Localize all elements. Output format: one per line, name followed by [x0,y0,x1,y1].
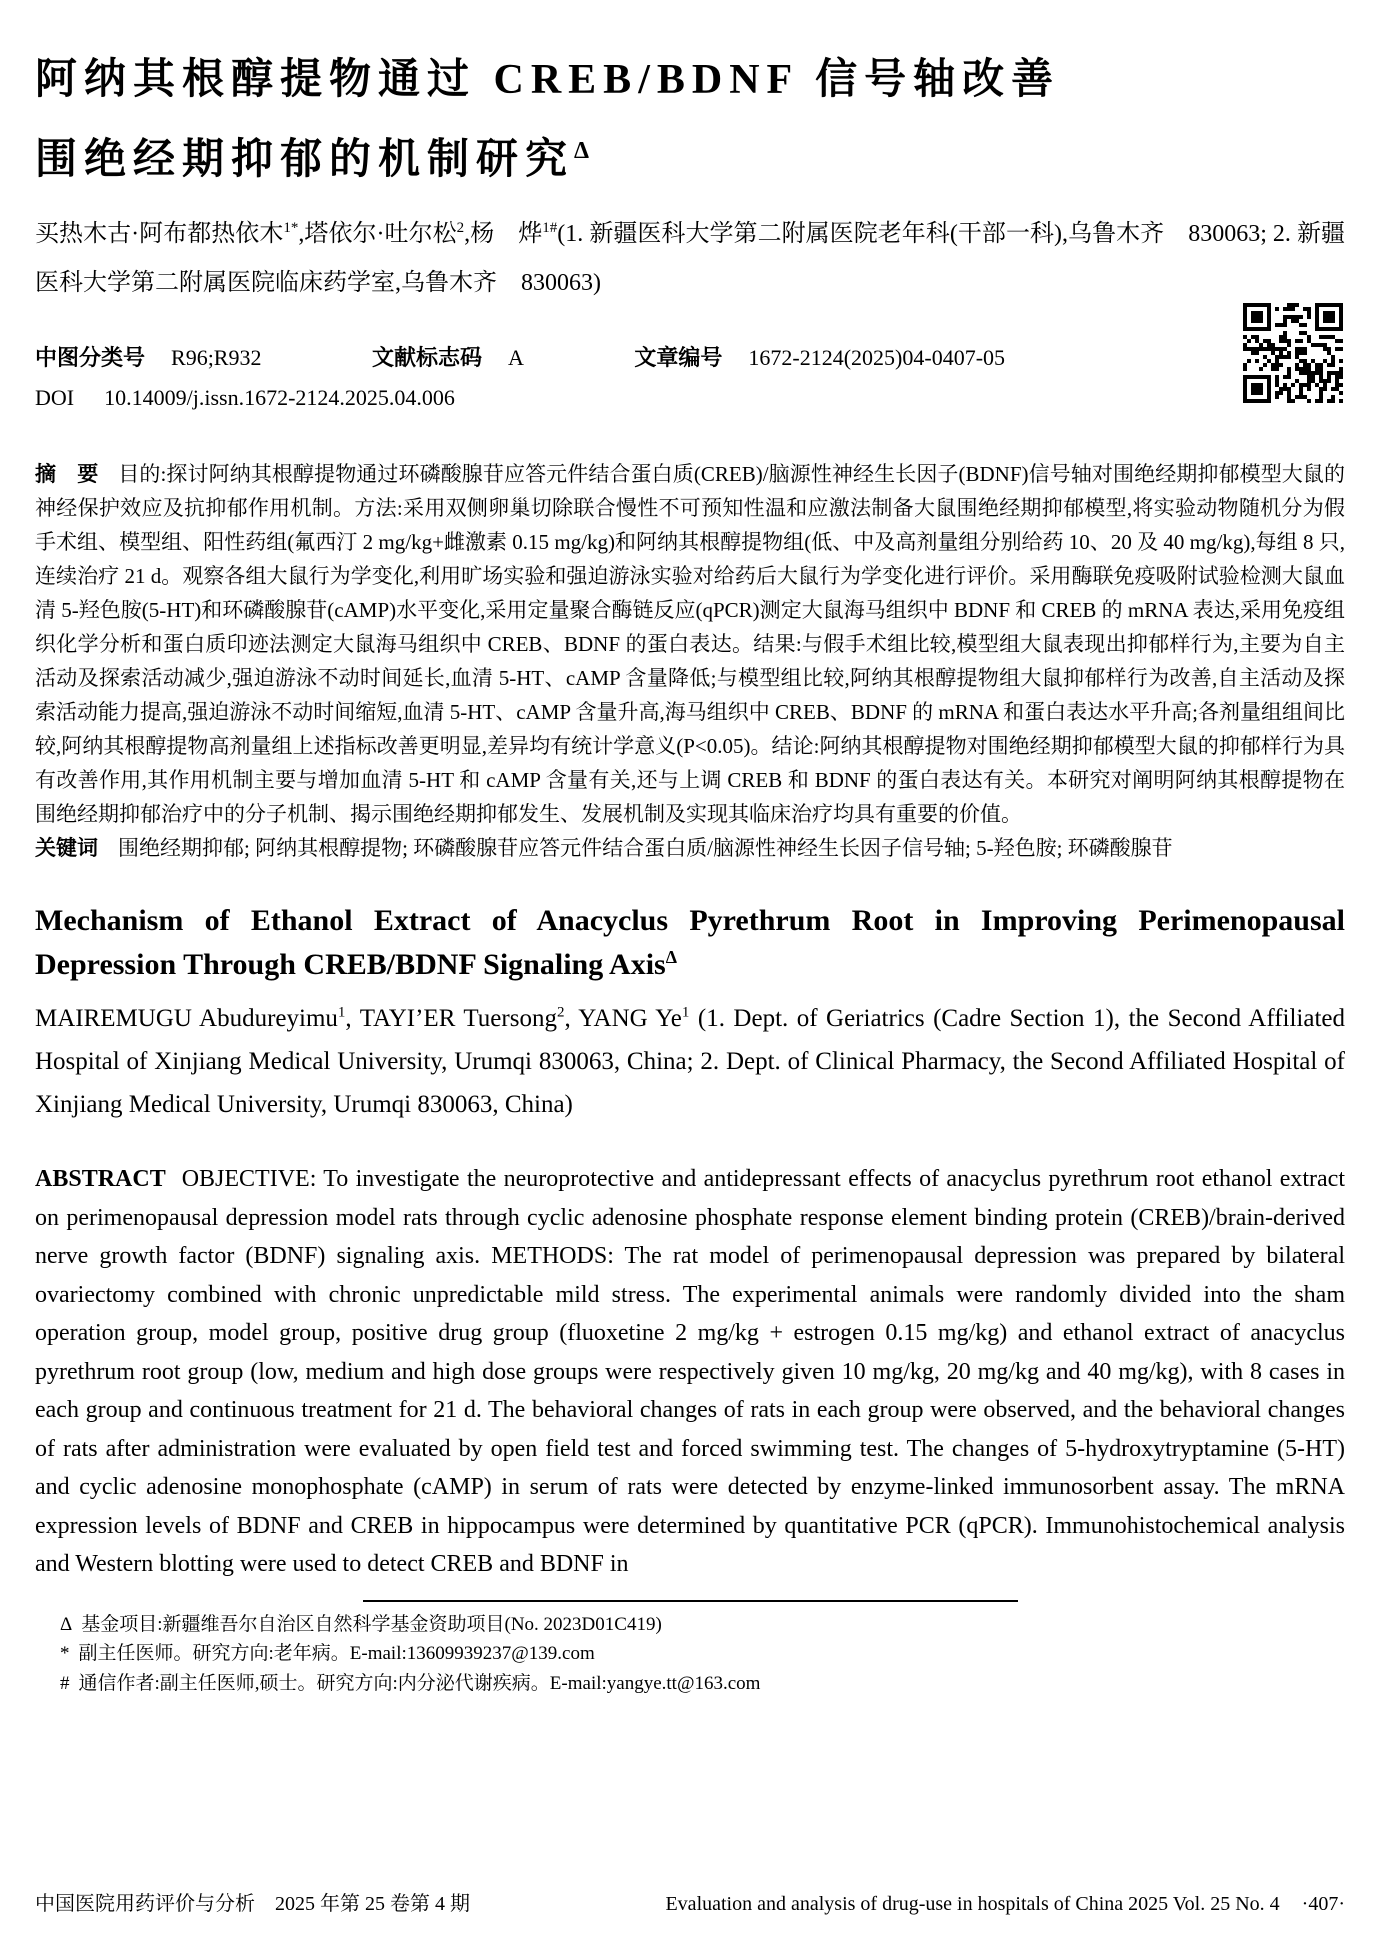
title-en-text: Mechanism of Ethanol Extract of Anacyclus Pyrethrum Root in Improving Perimenopausal Depression Through CREB/BDNF Signaling Axis [35,904,1345,981]
author-name-en: , YANG Ye [564,1005,682,1032]
author-name-cn: ,杨 烨 [464,221,543,247]
doc-code-label: 文献标志码 [371,346,482,371]
doc-code-group [372,345,524,370]
author-sup: 1 [681,1004,690,1021]
title-funding-marker: Δ [574,138,590,164]
title-cn-line-2: 围绝经期抑郁的机制研究 [35,137,575,183]
title-cn-line-1: 阿纳其根醇提物通过 CREB/BDNF 信号轴改善 [35,57,1061,103]
footnote-marker: * [60,1643,70,1664]
abstract-en [35,1160,1345,1584]
author-name-cn: 买热木古·阿布都热依木 [35,221,284,247]
doi-label: DOI [35,385,75,410]
footer-journal-title-cn: 中国医院用药评价与分析 2025 年第 25 卷第 4 期 [35,1893,470,1915]
footer-journal-title-en: Evaluation and analysis of drug-use in hospitals of China 2025 Vol. 25 No. 4 [665,1893,1280,1915]
affiliation-cn: (1. 新疆医科大学第二附属医院老年科(干部一科),乌鲁木齐 830063; 2. 新疆医科大学第二附属医院临床药学室,乌鲁木齐 830063) [35,221,1345,296]
meta-doi-row [35,378,1345,417]
footnote-text: 副主任医师。研究方向:老年病。E-mail:13609939237@139.com [78,1643,595,1664]
article-id-value: 1672-2124(2025)04-0407-05 [748,345,1006,370]
footer-journal-title-en-group [665,1893,1345,1916]
footnotes [35,1610,1345,1699]
author-sup: 1* [283,220,299,236]
doi-value: 10.14009/j.issn.1672-2124.2025.04.006 [104,385,455,410]
abstract-cn-label: 摘 要 [35,462,99,486]
footnote-item [60,1639,1345,1669]
keywords-cn-text: 围绝经期抑郁; 阿纳其根醇提物; 环磷酸腺苷应答元件结合蛋白质/脑源性神经生长因子信号轴; 5-羟色胺; 环磷酸腺苷 [118,836,1173,860]
article-id-group [634,345,1005,370]
author-sup: 1# [542,220,558,236]
meta-classification-row [35,338,1345,378]
article-id-label: 文章编号 [634,346,723,371]
article-meta [35,338,1345,417]
abstract-cn [35,457,1345,831]
abstract-en-label: ABSTRACT [35,1166,166,1192]
footnote-marker: Δ [60,1613,73,1635]
author-name-cn: ,塔依尔·吐尔松 [298,221,457,247]
clc-value: R96;R932 [171,345,262,370]
keywords-cn-label: 关键词 [35,836,98,860]
page-number: ·407· [1301,1893,1345,1915]
keywords-cn [35,831,1345,865]
abstract-en-text: OBJECTIVE: To investigate the neuroprotective and antidepressant effects of anacyclus pyrethrum root ethanol extract on perimenopausal depression model rats through cyclic adenosine phosphate response element binding protein (CREB)/brain-derived nerve growth factor (BDNF) signaling axis. METHODS: The rat model of perimenopausal depression was prepared by bilateral ovariectomy combined with chronic unpredictable mild stress. The experimental animals were randomly divided into the sham operation group, model group, positive drug group (fluoxetine 2 mg/kg + estrogen 0.15 mg/kg) and ethanol extract of anacyclus pyrethrum root group (low, medium and high dose groups were respectively given 10 mg/kg, 20 mg/kg and 40 mg/kg), with 8 cases in each group and continuous treatment for 21 d. The behavioral changes of rats in each group were observed, and the behavioral changes of rats after administration were evaluated by open field test and forced swimming test. The changes of 5-hydroxytryptamine (5-HT) and cyclic adenosine monophosphate (cAMP) in serum of rats were detected by enzyme-linked immunosorbent assay. The mRNA expression levels of BDNF and CREB in hippocampus were determined by quantitative PCR (qPCR). Immunohistochemical analysis and Western blotting were used to detect CREB and BDNF in [35,1166,1345,1577]
clc-group [35,345,261,370]
author-sup: 1 [337,1004,346,1021]
title-en-funding-marker: Δ [665,947,678,967]
footnote-marker: # [60,1672,70,1694]
footnote-text: 通信作者:副主任医师,硕士。研究方向:内分泌代谢疾病。E-mail:yangye.tt@163.com [78,1672,761,1694]
qr-code [1243,303,1347,407]
author-sup: 2 [556,1004,565,1021]
authors-cn [35,210,1345,308]
author-name-en: MAIREMUGU Abudureyimu [35,1005,338,1032]
page-footer [35,1887,1345,1916]
footnote-text: 基金项目:新疆维吾尔自治区自然科学基金资助项目(No. 2023D01C419) [81,1613,662,1635]
abstract-cn-text: 目的:探讨阿纳其根醇提物通过环磷酸腺苷应答元件结合蛋白质(CREB)/脑源性神经生长因子(BDNF)信号轴对围绝经期抑郁模型大鼠的神经保护效应及抗抑郁作用机制。方法:采用双侧卵巢切除联合慢性不可预知性温和应激法制备大鼠围绝经期抑郁模型,将实验动物随机分为假手术组、模型组、阳性药组(氟西汀 2 mg/kg+雌激素 0.15 mg/kg)和阿纳其根醇提物组(低、中及高剂量组分别给药 10、20 及 40 mg/kg),每组 8 只,连续治疗 21 d。观察各组大鼠行为学变化,利用旷场实验和强迫游泳实验对给药后大鼠行为学变化进行评价。采用酶联免疫吸附试验检测大鼠血清 5-羟色胺(5-HT)和环磷酸腺苷(cAMP)水平变化,采用定量聚合酶链反应(qPCR)测定大鼠海马组织中 BDNF 和 CREB 的 mRNA 表达,采用免疫组织化学分析和蛋白质印迹法测定大鼠海马组织中 CREB、BDNF 的蛋白表达。结果:与假手术组比较,模型组大鼠表现出抑郁样行为,主要为自主活动及探索活动减少,强迫游泳不动时间延长,血清 5-HT、cAMP 含量降低;与模型组比较,阿纳其根醇提物组大鼠抑郁样行为改善,自主活动及探索活动能力提高,强迫游泳不动时间缩短,血清 5-HT、cAMP 含量升高,海马组织中 CREB、BDNF 的 mRNA 和蛋白表达水平升高;各剂量组组间比较,阿纳其根醇提物高剂量组上述指标改善更明显,差异均有统计学意义(P<0.05)。结论:阿纳其根醇提物对围绝经期抑郁模型大鼠的抑郁样行为具有改善作用,其作用机制主要与增加血清 5-HT 和 cAMP 含量有关,还与上调 CREB 和 BDNF 的蛋白表达有关。本研究对阐明阿纳其根醇提物在围绝经期抑郁治疗中的分子机制、揭示围绝经期抑郁发生、发展机制及实现其临床治疗均具有重要的价值。 [35,462,1346,826]
author-sup: 2 [456,220,465,236]
authors-en [35,997,1345,1126]
footnote-divider [363,1600,1018,1602]
clc-label: 中图分类号 [35,346,146,371]
footnote-item [60,1610,1345,1640]
affiliation-en: (1. Dept. of Geriatrics (Cadre Section 1), the Second Affiliated Hospital of Xinjiang Medical University, Urumqi 830063, China; 2. Dept. of Clinical Pharmacy, the Second Affiliated Hospital of Xinjiang Medical University, Urumqi 830063, China) [35,1005,1346,1118]
doc-code-value: A [508,345,524,370]
author-name-en: , TAYI’ER Tuersong [345,1005,557,1032]
footnote-item [60,1669,1345,1699]
article-title-cn [35,40,1345,200]
qr-code-image [1243,303,1347,407]
article-title-en [35,899,1345,987]
